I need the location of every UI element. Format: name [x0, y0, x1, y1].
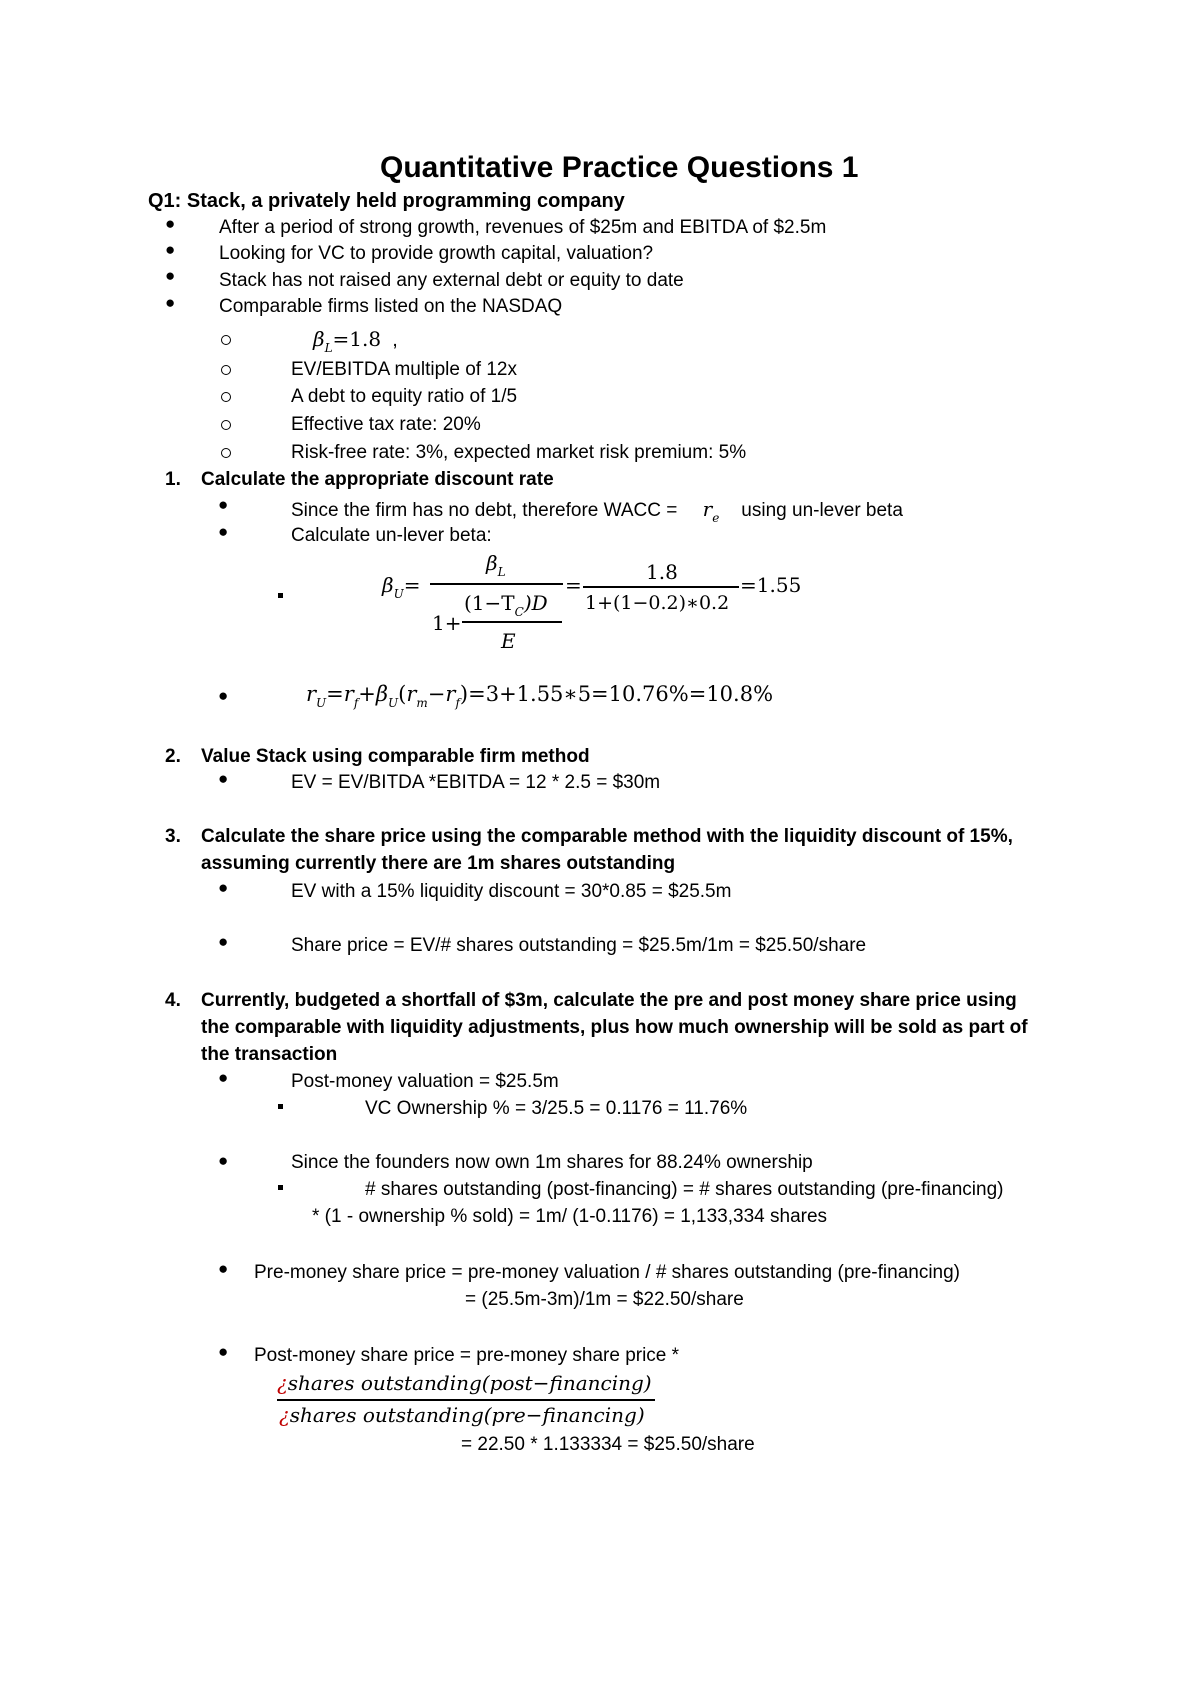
comparable-item: A debt to equity ratio of 1/5 — [291, 386, 518, 407]
comparable-item: Risk-free rate: 3%, expected market risk premium: 5% — [291, 442, 747, 463]
wacc-sub: e — [712, 511, 720, 525]
square-bullet-icon — [278, 593, 283, 598]
post-money-price-l1: Post-money share price = pre-money share price * — [254, 1345, 680, 1366]
pre-money-price-l2: = (25.5m-3m)/1m = $22.50/share — [465, 1289, 744, 1310]
bullet-icon: ● — [165, 240, 176, 259]
page-title: Quantitative Practice Questions 1 — [380, 151, 859, 184]
step4-heading-l2: the comparable with liquidity adjustments, plus how much ownership will be sold as part of — [201, 1017, 1028, 1038]
post-money-price-l2: = 22.50 * 1.133334 = $25.50/share — [461, 1434, 755, 1455]
circle-bullet-icon — [221, 365, 231, 375]
step3-heading-l2: assuming currently there are 1m shares outstanding — [201, 853, 676, 874]
intro-bullet: Comparable firms listed on the NASDAQ — [219, 296, 563, 317]
intro-bullet: Looking for VC to provide growth capital, valuation? — [219, 243, 654, 264]
intro-bullet: Stack has not raised any external debt or equity to date — [219, 270, 684, 291]
beta-levered — [313, 326, 398, 355]
step2-number: 2. — [165, 746, 181, 767]
comparable-item: Effective tax rate: 20% — [291, 414, 481, 435]
placeholder-glyph-icon: ¿ — [277, 1371, 288, 1395]
formula-num2: 1.8 — [646, 560, 678, 584]
intro-bullet: After a period of strong growth, revenues of $25m and EBITDA of $2.5m — [219, 217, 827, 238]
formula-den-prefix: 1+ — [432, 611, 462, 635]
formula-den-num: $(1-T_C)D$ — [464, 591, 548, 619]
bullet-icon: ● — [218, 932, 229, 951]
formula-eq: = — [403, 573, 421, 597]
q1-heading: Q1: Stack, a privately held programming company — [148, 190, 625, 212]
post-money-valuation: Post-money valuation = $25.5m — [291, 1071, 559, 1092]
formula-den-den: E — [501, 629, 516, 653]
circle-bullet-icon — [221, 335, 231, 345]
step1-number: 1. — [165, 469, 181, 490]
beta-trailing: , — [392, 329, 398, 351]
formula-beta-u-sub: U — [393, 587, 404, 601]
circle-bullet-icon — [221, 448, 231, 458]
placeholder-glyph-icon: ¿ — [279, 1403, 290, 1427]
beta-sub: L — [324, 341, 333, 355]
bullet-icon: ● — [218, 1151, 229, 1170]
bullet-icon: ● — [218, 1259, 229, 1278]
square-bullet-icon — [278, 1185, 283, 1190]
founders-ownership: Since the founders now own 1m shares for 88.24% ownership — [291, 1152, 813, 1173]
shares-fraction-den: ¿shares outstanding(pre−financing) — [279, 1403, 645, 1427]
shares-outstanding-l2: * (1 - ownership % sold) = 1m/ (1-0.1176) = 1,133,334 shares — [312, 1206, 828, 1227]
formula-beta-u: β — [382, 573, 394, 597]
formula-beta-l-sub: L — [497, 565, 506, 579]
bullet-icon: ● — [218, 522, 229, 541]
wacc-text: Since the firm has no debt, therefore WACC = — [291, 500, 678, 521]
shares-fraction-num: ¿shares outstanding(post−financing) — [277, 1371, 652, 1395]
shares-outstanding-l1: # shares outstanding (post-financing) = # shares outstanding (pre-financing) — [365, 1179, 1004, 1200]
step2-line: EV = EV/BITDA *EBITDA = 12 * 2.5 = $30m — [291, 772, 661, 793]
bullet-icon: ● — [218, 878, 229, 897]
bullet-icon: ● — [218, 1068, 229, 1087]
bullet-icon: ● — [165, 266, 176, 285]
formula-num — [486, 550, 506, 579]
beta-value: =1.8 — [332, 327, 382, 351]
bullet-icon: ● — [165, 293, 176, 312]
formula-eq2: = — [565, 573, 582, 597]
capm-formula: $r_U=r_f+\beta_U(r_m-r_f)=3+1.55∗5=10.76\%=10.8\%$ — [306, 682, 774, 710]
formula-inner-bar — [462, 621, 562, 623]
step3-heading-l1: Calculate the share price using the comparable method with the liquidity discount of 15%, — [201, 826, 1013, 847]
bullet-icon: ● — [218, 1342, 229, 1361]
step4-number: 4. — [165, 990, 181, 1011]
step3-line2: Share price = EV/# shares outstanding = $25.5m/1m = $25.50/share — [291, 935, 867, 956]
square-bullet-icon — [278, 1104, 283, 1109]
bullet-icon: ● — [218, 686, 229, 705]
circle-bullet-icon — [221, 392, 231, 402]
bullet-icon: ● — [218, 769, 229, 788]
formula-bar2 — [583, 586, 739, 588]
vc-ownership: VC Ownership % = 3/25.5 = 0.1176 = 11.76% — [365, 1098, 748, 1119]
bullet-icon: ● — [165, 214, 176, 233]
formula-beta-l: β — [486, 551, 498, 575]
pre-money-price-l1: Pre-money share price = pre-money valuation / # shares outstanding (pre-financing) — [254, 1262, 961, 1283]
formula-lhs — [382, 572, 420, 601]
step3-line1: EV with a 15% liquidity discount = 30*0.85 = $25.5m — [291, 881, 732, 902]
formula-result: =1.55 — [740, 573, 802, 597]
wacc-symbol: r — [702, 497, 713, 521]
formula-den2: 1+(1−0.2)∗0.2 — [585, 592, 730, 614]
beta-symbol: β — [313, 327, 325, 351]
step3-number: 3. — [165, 826, 181, 847]
wacc-tail: using un-lever beta — [741, 500, 903, 521]
step4-heading-l3: the transaction — [201, 1044, 338, 1065]
shares-fraction-bar — [277, 1399, 655, 1401]
wacc-line — [291, 496, 903, 525]
step2-heading: Value Stack using comparable firm method — [201, 746, 590, 767]
circle-bullet-icon — [221, 420, 231, 430]
unlever-text: Calculate un-lever beta: — [291, 525, 492, 546]
formula-main-bar — [430, 583, 563, 585]
step4-heading-l1: Currently, budgeted a shortfall of $3m, calculate the pre and post money share price using — [201, 990, 1017, 1011]
step1-heading: Calculate the appropriate discount rate — [201, 469, 554, 490]
comparable-item: EV/EBITDA multiple of 12x — [291, 359, 517, 380]
bullet-icon: ● — [218, 495, 229, 514]
